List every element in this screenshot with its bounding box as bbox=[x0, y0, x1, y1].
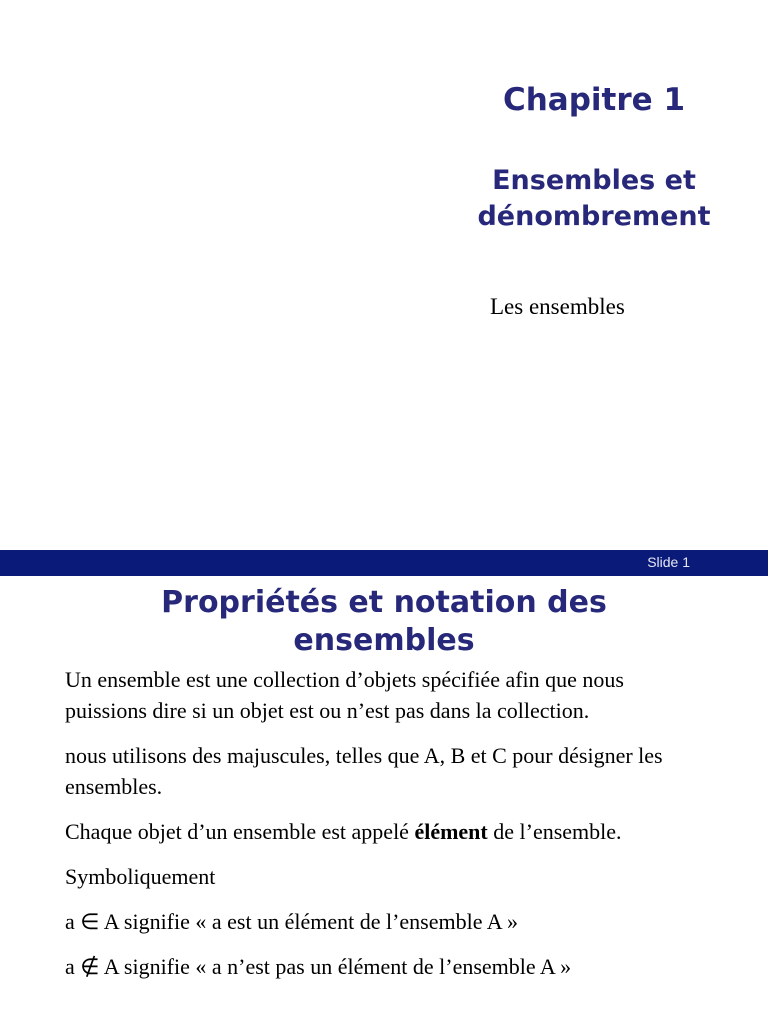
paragraph-element-start: Chaque objet d’un ensemble est appelé bbox=[65, 819, 415, 844]
slide-body bbox=[65, 664, 705, 996]
paragraph-element-end: de l’ensemble. bbox=[487, 819, 622, 844]
paragraph-notation: nous utilisons des majuscules, telles que A, B et C pour désigner les ensembles. bbox=[65, 743, 663, 799]
element-term: élément bbox=[414, 819, 488, 844]
slide-title-line-1: Propriétés et notation des bbox=[161, 585, 607, 620]
paragraph-membership: a ∈ A signifie « a est un élément de l’ensemble A » bbox=[65, 909, 518, 934]
paragraph-non-membership: a ∉ A signifie « a n’est pas un élément de l’ensemble A » bbox=[65, 954, 572, 979]
content-slide bbox=[0, 576, 768, 1024]
chapter-subtitle bbox=[440, 163, 748, 235]
slide-number: Slide 1 bbox=[647, 554, 690, 570]
section-label: Les ensembles bbox=[490, 294, 625, 319]
slide-footer-bar bbox=[0, 550, 768, 576]
subtitle-line-1: Ensembles et bbox=[492, 165, 696, 196]
paragraph-symbolically: Symboliquement bbox=[65, 864, 216, 889]
subtitle-line-2: dénombrement bbox=[477, 201, 711, 232]
paragraph-element bbox=[65, 816, 705, 847]
paragraph-definition: Un ensemble est une collection d’objets spécifiée afin que nous puissions dire si un objet est ou n’est pas dans la collection. bbox=[65, 667, 624, 723]
slide-title bbox=[100, 584, 668, 660]
slide-title-line-2: ensembles bbox=[293, 623, 475, 658]
chapter-title: Chapitre 1 bbox=[502, 82, 686, 118]
